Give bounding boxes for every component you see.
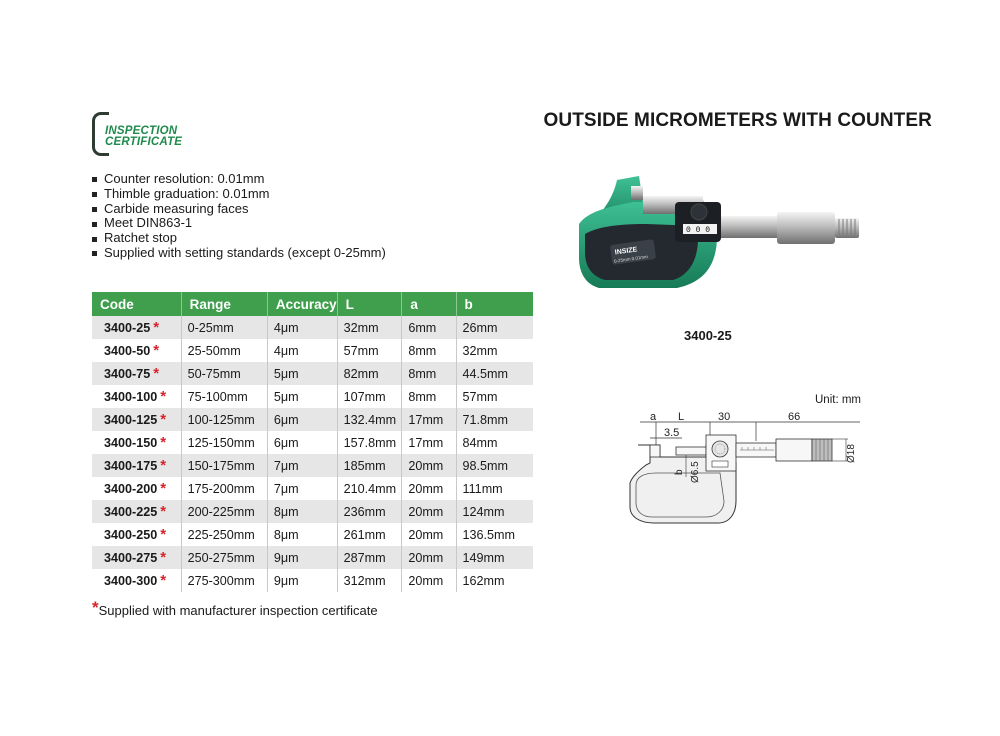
cell-l: 107mm: [337, 385, 402, 408]
header-accuracy: Accuracy: [267, 292, 337, 316]
cell-accuracy: 5μm: [267, 362, 337, 385]
code-text: 3400-150: [104, 436, 158, 450]
certificate-star: *: [153, 365, 160, 382]
table-row: [92, 339, 533, 362]
cell-l: 185mm: [337, 454, 402, 477]
code-text: 3400-75: [104, 367, 151, 381]
logo-line-1: INSPECTION: [105, 125, 178, 137]
dim-30: 30: [718, 411, 731, 423]
cell-range: 50-75mm: [181, 362, 267, 385]
counter-digits: 0 0 0: [686, 226, 711, 235]
thimble: [777, 212, 835, 244]
cell-accuracy: 8μm: [267, 500, 337, 523]
cell-range: 150-175mm: [181, 454, 267, 477]
photo-caption: 3400-25: [684, 328, 732, 343]
brand-label: INSIZE: [614, 246, 638, 257]
cell-range: 225-250mm: [181, 523, 267, 546]
cell-code: [92, 408, 181, 431]
cell-range: 75-100mm: [181, 385, 267, 408]
certificate-star: *: [160, 388, 167, 405]
table-row: [92, 477, 533, 500]
bullet-icon: [92, 222, 97, 227]
cell-accuracy: 7μm: [267, 477, 337, 500]
table-row: [92, 431, 533, 454]
cell-accuracy: 5μm: [267, 385, 337, 408]
code-text: 3400-25: [104, 321, 151, 335]
footnote: [92, 600, 378, 620]
cell-accuracy: 8μm: [267, 523, 337, 546]
cell-range: 25-50mm: [181, 339, 267, 362]
header-b: b: [456, 292, 533, 316]
certificate-star: *: [160, 503, 167, 520]
dim-6-5: Ø6.5: [690, 461, 701, 483]
code-text: 3400-300: [104, 574, 158, 588]
cell-code: [92, 362, 181, 385]
cell-a: 6mm: [402, 316, 456, 339]
bullet-icon: [92, 251, 97, 256]
cell-code: [92, 477, 181, 500]
feature-text: Meet DIN863-1: [104, 215, 193, 231]
cell-accuracy: 4μm: [267, 339, 337, 362]
cell-code: [92, 316, 181, 339]
dim-a: a: [650, 411, 657, 423]
cell-b: 44.5mm: [456, 362, 533, 385]
feature-list: [92, 172, 386, 261]
cell-a: 20mm: [402, 523, 456, 546]
cell-accuracy: 9μm: [267, 569, 337, 592]
header-range: Range: [181, 292, 267, 316]
code-text: 3400-175: [104, 459, 158, 473]
cell-a: 8mm: [402, 362, 456, 385]
cell-l: 57mm: [337, 339, 402, 362]
code-text: 3400-225: [104, 505, 158, 519]
cell-range: 100-125mm: [181, 408, 267, 431]
cell-accuracy: 6μm: [267, 431, 337, 454]
header-a: a: [402, 292, 456, 316]
cell-code: [92, 546, 181, 569]
cell-a: 17mm: [402, 431, 456, 454]
table-body: [92, 316, 533, 592]
feature-item: [92, 202, 386, 217]
dimension-drawing: [620, 405, 870, 530]
cell-code: [92, 523, 181, 546]
cell-l: 236mm: [337, 500, 402, 523]
certificate-star: *: [160, 480, 167, 497]
cell-accuracy: 4μm: [267, 316, 337, 339]
cell-l: 132.4mm: [337, 408, 402, 431]
sleeve: [721, 216, 781, 238]
cell-a: 8mm: [402, 339, 456, 362]
dim-18: Ø18: [846, 444, 857, 463]
feature-item: [92, 216, 386, 231]
dim-3-5: 3.5: [664, 427, 680, 439]
cell-b: 57mm: [456, 385, 533, 408]
cell-l: 287mm: [337, 546, 402, 569]
cell-range: 0-25mm: [181, 316, 267, 339]
code-text: 3400-100: [104, 390, 158, 404]
feature-item: [92, 231, 386, 246]
footnote-text: Supplied with manufacturer inspection certificate: [98, 603, 378, 618]
certificate-star: *: [160, 526, 167, 543]
cell-a: 17mm: [402, 408, 456, 431]
table-row: [92, 569, 533, 592]
cell-range: 250-275mm: [181, 546, 267, 569]
table-row: [92, 316, 533, 339]
code-text: 3400-125: [104, 413, 158, 427]
cell-accuracy: 9μm: [267, 546, 337, 569]
certificate-star: *: [160, 572, 167, 589]
bullet-icon: [92, 237, 97, 242]
table-row: [92, 500, 533, 523]
cell-a: 8mm: [402, 385, 456, 408]
table-row: [92, 362, 533, 385]
code-text: 3400-50: [104, 344, 151, 358]
dim-l: L: [678, 411, 685, 423]
table-row: [92, 408, 533, 431]
cell-code: [92, 339, 181, 362]
cell-a: 20mm: [402, 569, 456, 592]
certificate-star: *: [160, 457, 167, 474]
header-code: Code: [92, 292, 181, 316]
feature-item: [92, 172, 386, 187]
feature-text: Supplied with setting standards (except 0-25mm): [104, 244, 386, 260]
drawing-anvil: [650, 445, 660, 457]
cell-code: [92, 385, 181, 408]
micrometer-photo: [577, 172, 877, 302]
drawing-counter-wheel: [712, 441, 728, 457]
cell-b: 149mm: [456, 546, 533, 569]
inspection-certificate-logo: [92, 112, 212, 154]
drawing-spindle: [676, 447, 706, 455]
code-text: 3400-275: [104, 551, 158, 565]
drawing-ratchet: [812, 439, 832, 461]
table-row: [92, 546, 533, 569]
cell-l: 32mm: [337, 316, 402, 339]
logo-line-2: CERTIFICATE: [105, 136, 183, 148]
logo-text: [105, 126, 182, 148]
cell-b: 32mm: [456, 339, 533, 362]
cell-range: 125-150mm: [181, 431, 267, 454]
feature-text: Carbide measuring faces: [104, 200, 249, 216]
cell-l: 157.8mm: [337, 431, 402, 454]
page-title: OUTSIDE MICROMETERS WITH COUNTER: [543, 110, 932, 131]
cell-b: 124mm: [456, 500, 533, 523]
table-row: [92, 385, 533, 408]
cell-b: 111mm: [456, 477, 533, 500]
cell-accuracy: 6μm: [267, 408, 337, 431]
cell-range: 175-200mm: [181, 477, 267, 500]
cell-l: 82mm: [337, 362, 402, 385]
anvil: [631, 186, 643, 200]
cell-a: 20mm: [402, 546, 456, 569]
certificate-star: *: [160, 411, 167, 428]
bullet-icon: [92, 177, 97, 182]
certificate-star: *: [160, 434, 167, 451]
dim-66: 66: [788, 411, 801, 423]
cell-code: [92, 569, 181, 592]
cell-b: 71.8mm: [456, 408, 533, 431]
header-l: L: [337, 292, 402, 316]
cell-a: 20mm: [402, 477, 456, 500]
cell-b: 136.5mm: [456, 523, 533, 546]
spec-table: [92, 292, 533, 592]
feature-text: Thimble graduation: 0.01mm: [104, 185, 270, 201]
unit-label: Unit: mm: [815, 394, 861, 406]
certificate-star: *: [153, 342, 160, 359]
cell-b: 26mm: [456, 316, 533, 339]
code-text: 3400-250: [104, 528, 158, 542]
footnote-star: *: [92, 598, 99, 617]
frame-label: 0-25mm 0.01mm: [613, 254, 649, 264]
feature-item: [92, 246, 386, 261]
table-header-row: [92, 292, 533, 316]
counter-wheel: [691, 204, 707, 220]
cell-code: [92, 431, 181, 454]
cell-accuracy: 7μm: [267, 454, 337, 477]
feature-item: [92, 187, 386, 202]
table-row: [92, 454, 533, 477]
cell-l: 312mm: [337, 569, 402, 592]
cell-code: [92, 454, 181, 477]
cell-l: 261mm: [337, 523, 402, 546]
feature-text: Ratchet stop: [104, 230, 177, 246]
table-row: [92, 523, 533, 546]
cell-b: 84mm: [456, 431, 533, 454]
cell-b: 162mm: [456, 569, 533, 592]
cell-range: 275-300mm: [181, 569, 267, 592]
bullet-icon: [92, 207, 97, 212]
cell-range: 200-225mm: [181, 500, 267, 523]
drawing-thimble: [776, 439, 812, 461]
code-text: 3400-200: [104, 482, 158, 496]
feature-text: Counter resolution: 0.01mm: [104, 171, 265, 186]
cell-b: 98.5mm: [456, 454, 533, 477]
dim-b: b: [674, 469, 685, 475]
cell-l: 210.4mm: [337, 477, 402, 500]
cell-a: 20mm: [402, 454, 456, 477]
bullet-icon: [92, 192, 97, 197]
certificate-star: *: [153, 319, 160, 336]
certificate-star: *: [160, 549, 167, 566]
cell-code: [92, 500, 181, 523]
cell-a: 20mm: [402, 500, 456, 523]
